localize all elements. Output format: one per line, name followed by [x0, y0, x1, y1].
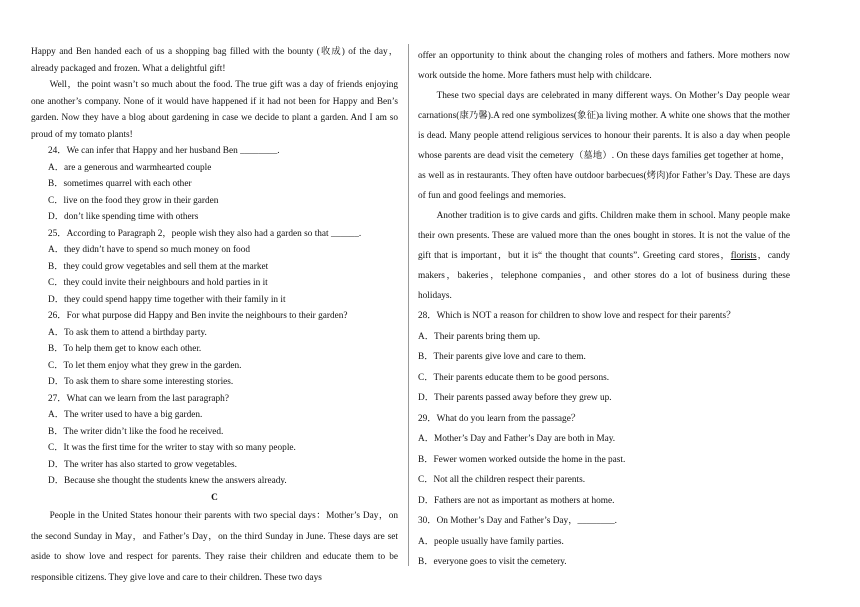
option: C．To let them enjoy what they grew in the garden. [48, 360, 242, 371]
question-30: 30．On Mother’s Day and Father’s Day，________. [418, 516, 617, 526]
section-heading: C [211, 492, 218, 503]
option: B．sometimes quarrel with each other [48, 179, 192, 189]
option: A．are a generous and warmhearted couple [48, 162, 212, 173]
paragraph-a: Happy and Ben handed each of us a shopping bag filled with the bounty (收成) of the day，already packaged and frozen. What a delightful gift! [31, 47, 398, 74]
option: B．To help them get to know each other. [48, 344, 202, 354]
option: B．Fewer women worked outside the home in the past. [418, 454, 626, 465]
question-26: 26．For what purpose did Happy and Ben invite the neighbours to their garden? [48, 311, 348, 321]
question-27: 27．What can we learn from the last paragraph? [48, 393, 229, 404]
option: C．Not all the children respect their parents. [418, 475, 586, 485]
paragraph-c: People in the United States honour their parents with two special days：Mother’s Day，on the second Sunday in May，and Father’s Day，on the third Sunday in June. These days are set aside to show love and respect for parents. They raise their children and educate them to be responsible citizens. They give love and care to their children. These two days [31, 511, 398, 583]
option: D．To ask them to share some interesting stories. [48, 377, 234, 387]
paragraph-3 [418, 206, 790, 306]
option: D．don’t like spending time with others [48, 212, 199, 222]
paragraph-3-text: Another tradition is to give cards and gifts. Children make them in school. Many people make their own presents. These are valued more than the ones bought in stores. It is not the value of the gift that is important，but it is“ the thought that counts”. Greeting card stores， [418, 211, 790, 261]
question-24: 24．We can infer that Happy and her husband Ben ________. [48, 146, 280, 156]
option: D．Fathers are not as important as mothers at home. [418, 495, 615, 506]
question-25: 25．According to Paragraph 2，people wish they also had a garden so that ______. [48, 228, 362, 239]
option: B．they could grow vegetables and sell them at the market [48, 261, 269, 272]
option: C．Their parents educate them to be good persons. [418, 372, 610, 383]
option: D．The writer has also started to grow vegetables. [48, 459, 237, 470]
option: A．people usually have family parties. [418, 536, 564, 547]
option: B．Their parents give love and care to them. [418, 352, 586, 362]
option: C．they could invite their neighbours and hold parties in it [48, 278, 268, 288]
question-28: 28．Which is NOT a reason for children to show love and respect for their parents？ [418, 311, 736, 321]
question-29: 29．What do you learn from the passage？ [418, 413, 581, 424]
paragraph-1: offer an opportunity to think about the changing roles of mothers and fathers. More mothers now work outside the home. More fathers must help with childcare. [418, 51, 790, 81]
option: A．The writer used to have a big garden. [48, 410, 203, 420]
left-column [31, 44, 398, 588]
option: C．live on the food they grow in their garden [48, 195, 219, 206]
paragraph-2: These two special days are celebrated in many different ways. On Mother’s Day people wear carnations(康乃馨).A red one symbolizes(象征)a living mother. A white one shows that the mother is dead. Many people attend religious services to honour their parents. It is also a day when people whose parents are dead visit the cemetery（墓地）. On these days families get together at home，as well as in restaurants. They often have outdoor barbecues(烤肉)for Father’s Day. These are days of fun and good feelings and memories. [418, 91, 790, 201]
right-column [418, 46, 790, 573]
option: A．To ask them to attend a birthday party. [48, 327, 207, 338]
option: A．Mother’s Day and Father’s Day are both in May. [418, 434, 616, 444]
paragraph-b: Well，the point wasn’t so much about the food. The true gift was a day of friends enjoying one another’s company. None of it would have happened if it had not been for Happy and Ben’s garden. Now they have a blog about gardening in case we decide to plant a garden. And I am so proud of my tomato plants! [31, 80, 398, 140]
option: A．Their parents bring them up. [418, 331, 541, 342]
underlined-word: florists [730, 251, 757, 261]
paragraph-3-text-end: ，candy makers，bakeries，telephone companies，and other stores do a lot of business during these holidays. [418, 251, 791, 301]
option: B．The writer didn’t like the food he received. [48, 426, 224, 437]
option: A．they didn’t have to spend so much money on food [48, 245, 251, 255]
column-divider [408, 44, 409, 566]
option: D．Because she thought the students knew the answers already. [48, 476, 287, 486]
option: B．everyone goes to visit the cemetery. [418, 557, 567, 567]
option: D．Their parents passed away before they grew up. [418, 393, 612, 403]
option: D．they could spend happy time together with their family in it [48, 294, 286, 305]
option: C．It was the first time for the writer to stay with so many people. [48, 443, 296, 453]
